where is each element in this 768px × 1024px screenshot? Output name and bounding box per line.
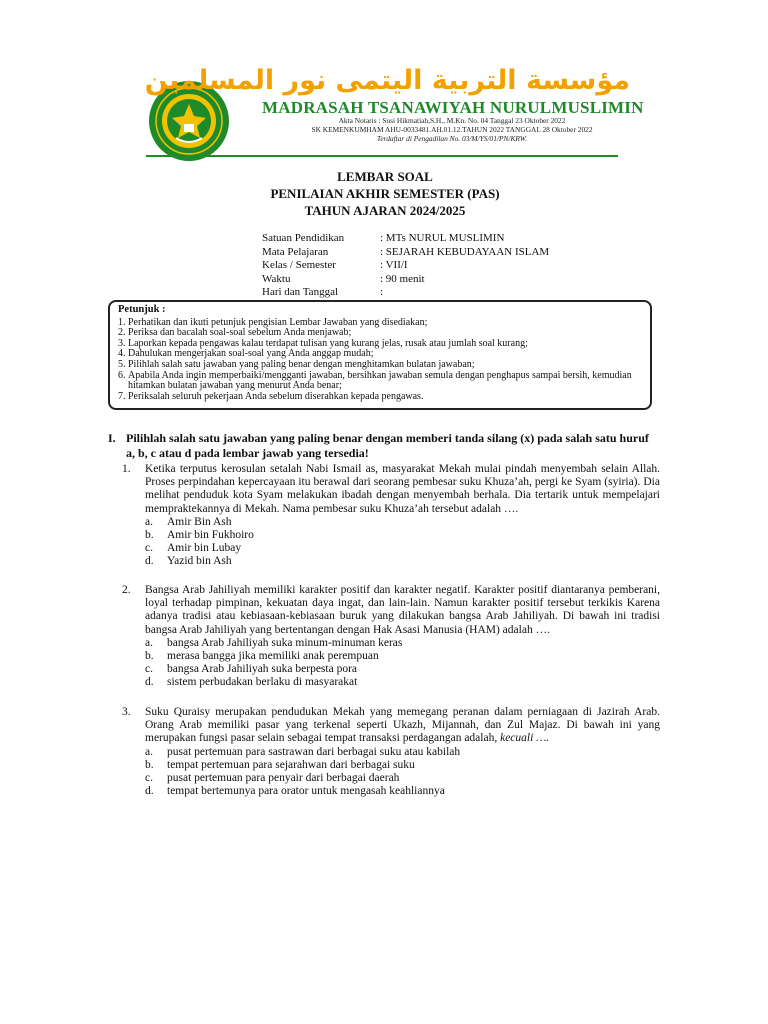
option-text: Amir bin Fukhoiro bbox=[167, 529, 254, 542]
school-name: MADRASAH TSANAWIYAH NURULMUSLIMIN bbox=[262, 98, 644, 117]
identity-row bbox=[262, 286, 549, 300]
option-letter: a. bbox=[145, 745, 153, 758]
instruction-number: 7. bbox=[118, 390, 126, 402]
section-number: I. bbox=[108, 431, 116, 445]
answer-option[interactable] bbox=[145, 637, 660, 650]
court-registration-line: Terdaftar di Pengadilan No. 03/M/YS/01/PN/KRW. bbox=[376, 134, 528, 143]
identity-value: : 90 menit bbox=[380, 272, 425, 285]
answer-option[interactable] bbox=[145, 529, 660, 542]
answer-option[interactable] bbox=[145, 663, 660, 676]
question-stem: Ketika terputus kerosulan setalah Nabi Ismail as, masyarakat Mekah mulai pindah menyembah selain Allah. Proses perpindahan kepercayaan itu berawal dari seorang pembesar suku Khuza’ah, pergi ke Syam (syiria). Dia melihat penduduk kota Syam melakukan ibadah dengan menyembah berhala. Dia tertarik untuk mempelajari mempraktekannya di Mekah. Nama pembesar suku Khuza’ah tersebut adalah …. bbox=[145, 463, 660, 515]
option-letter: a. bbox=[145, 515, 153, 528]
question-text bbox=[145, 463, 660, 516]
identity-label: Mata Pelajaran bbox=[262, 245, 329, 258]
answer-option[interactable] bbox=[145, 542, 660, 555]
identity-row bbox=[262, 246, 549, 260]
option-text: tempat bertemunya para orator untuk mengasah keahliannya bbox=[167, 785, 445, 798]
question-1 bbox=[122, 463, 660, 569]
answer-option[interactable] bbox=[145, 650, 660, 663]
answer-option[interactable] bbox=[145, 772, 660, 785]
question-stem: Suku Quraisy merupakan pendudukan Mekah yang memegang peranan dalam perniagaan di Jazirah Arab. Orang Arab memiliki pasar yang terkenal seperti Ukazh, Mijannah, dan Zul Majaz. Di bawah ini yang merupakan fungsi pasar selain sebagai tempat transaksi perdagangan adalah, bbox=[145, 706, 660, 745]
instruction-text: Laporkan kepada pengawas kalau terdapat tulisan yang kurang jelas, rusak atau jumlah soal kurang; bbox=[128, 337, 528, 349]
answer-option[interactable] bbox=[145, 516, 660, 529]
option-letter: c. bbox=[145, 663, 153, 676]
header-divider bbox=[146, 155, 618, 157]
identity-row bbox=[262, 273, 549, 287]
answer-option[interactable] bbox=[145, 759, 660, 772]
option-letter: d. bbox=[145, 555, 154, 568]
instructions-title: Petunjuk : bbox=[118, 304, 166, 315]
option-letter: d. bbox=[145, 676, 154, 689]
question-emphasis: kecuali …. bbox=[500, 732, 550, 745]
answer-option[interactable] bbox=[145, 555, 660, 568]
answer-option[interactable] bbox=[145, 676, 660, 689]
identity-value: : MTs NURUL MUSLIMIN bbox=[380, 232, 505, 244]
option-text: bangsa Arab Jahiliyah suka berpesta pora bbox=[167, 663, 358, 676]
document-title: LEMBAR SOAL bbox=[337, 169, 433, 184]
question-text bbox=[145, 584, 660, 637]
kemenkumham-line: SK KEMENKUMHAM AHU-0033481.AH.01.12.TAHUN 2022 TANGGAL 28 Oktober 2022 bbox=[311, 125, 593, 134]
answer-option[interactable] bbox=[145, 785, 660, 798]
instruction-number: 2. bbox=[118, 327, 126, 339]
instruction-item bbox=[118, 360, 642, 371]
identity-value: : bbox=[380, 286, 384, 298]
question-number: 1. bbox=[122, 463, 131, 475]
option-letter: a. bbox=[145, 636, 153, 649]
identity-label: Hari dan Tanggal bbox=[262, 286, 339, 298]
option-text: merasa bangga jika memiliki anak perempuan bbox=[167, 650, 379, 663]
instruction-number: 3. bbox=[118, 337, 126, 349]
option-text: bangsa Arab Jahiliyah suka minum-minuman keras bbox=[167, 636, 403, 649]
option-text: tempat pertemuan para sejarahwan dari berbagai suku bbox=[167, 758, 415, 771]
identity-value: : VII/I bbox=[380, 259, 408, 271]
instructions-box bbox=[108, 300, 652, 410]
option-text: Yazid bin Ash bbox=[167, 555, 232, 568]
instruction-item bbox=[118, 392, 642, 403]
section-heading bbox=[108, 431, 658, 461]
academic-year: TAHUN AJARAN 2024/2025 bbox=[304, 203, 466, 218]
exam-identity bbox=[262, 232, 549, 300]
question-stem: Bangsa Arab Jahiliyah memiliki karakter positif dan karakter negatif. Karakter positif diantaranya pemberani, loyal terhadap pimpinan, kekuatan daya ingat, dan lain-lain. Namun karakter positif tersebut terkikis Karena adanya tradisi atau kebiasaan-kebiasaan buruk yang dilakukan bangsa Arab Jahiliyah. Di bawah ini tradisi bangsa Arab Jahiliyah yang bertentangan dengan Hak Asasi Manusia (HAM) adalah …. bbox=[145, 584, 660, 636]
question-number: 3. bbox=[122, 706, 131, 718]
instruction-text: Pilihlah salah satu jawaban yang paling benar dengan menghitamkan bulatan jawaban; bbox=[128, 358, 475, 370]
option-text: Amir bin Lubay bbox=[167, 542, 242, 555]
identity-row bbox=[262, 232, 549, 246]
option-letter: b. bbox=[145, 650, 154, 663]
option-text: pusat pertemuan para sastrawan dari berbagai suku atau kabilah bbox=[167, 745, 461, 758]
option-text: sistem perbudakan berlaku di masyarakat bbox=[167, 676, 358, 689]
option-letter: b. bbox=[145, 758, 154, 771]
instruction-text: Apabila Anda ingin memperbaiki/mengganti jawaban, bersihkan jawaban semula dengan penghapus sampai bersih, kemudian hitamkan bulatan jawaban yang menurut Anda benar; bbox=[128, 369, 632, 392]
question-3 bbox=[122, 706, 660, 798]
instruction-text: Perhatikan dan ikuti petunjuk pengisian Lembar Jawaban yang disediakan; bbox=[128, 316, 428, 328]
identity-label: Kelas / Semester bbox=[262, 259, 336, 271]
identity-value: : SEJARAH KEBUDAYAAN ISLAM bbox=[380, 245, 550, 258]
section-instruction: Pilihlah salah satu jawaban yang paling benar dengan memberi tanda silang (x) pada salah satu huruf a, b, c atau d pada lembar jawab yang tersedia! bbox=[126, 431, 649, 460]
identity-row bbox=[262, 259, 549, 273]
question-text bbox=[145, 706, 660, 746]
question-number: 2. bbox=[122, 584, 131, 596]
instruction-text: Periksa dan bacalah soal-soal sebelum Anda menjawab; bbox=[128, 327, 352, 339]
option-text: pusat pertemuan para penyair dari berbagai daerah bbox=[167, 772, 400, 785]
question-2 bbox=[122, 584, 660, 690]
option-text: Amir Bin Ash bbox=[167, 515, 232, 528]
instruction-number: 6. bbox=[118, 369, 126, 381]
instruction-text: Periksalah seluruh pekerjaan Anda sebelum diserahkan kepada pengawas. bbox=[128, 390, 424, 402]
option-letter: d. bbox=[145, 785, 154, 798]
arabic-school-name: مؤسسة التربية اليتمى نور المسلمين bbox=[144, 65, 630, 96]
option-letter: c. bbox=[145, 542, 153, 555]
instruction-number: 5. bbox=[118, 358, 126, 370]
answer-option[interactable] bbox=[145, 746, 660, 759]
instruction-number: 4. bbox=[118, 348, 126, 360]
option-letter: b. bbox=[145, 529, 154, 542]
instruction-number: 1. bbox=[118, 316, 126, 328]
identity-label: Satuan Pendidikan bbox=[262, 232, 345, 244]
option-letter: c. bbox=[145, 772, 153, 785]
notary-line: Akta Notaris : Susi Hikmatiah,S.H., M.Kn. No. 04 Tanggal 23 Oktober 2022 bbox=[338, 116, 566, 125]
exam-name: PENILAIAN AKHIR SEMESTER (PAS) bbox=[270, 186, 500, 201]
identity-label: Waktu bbox=[262, 272, 291, 285]
instruction-text: Dahulukan mengerjakan soal-soal yang Anda anggap mudah; bbox=[128, 348, 374, 360]
instruction-item bbox=[118, 371, 642, 392]
